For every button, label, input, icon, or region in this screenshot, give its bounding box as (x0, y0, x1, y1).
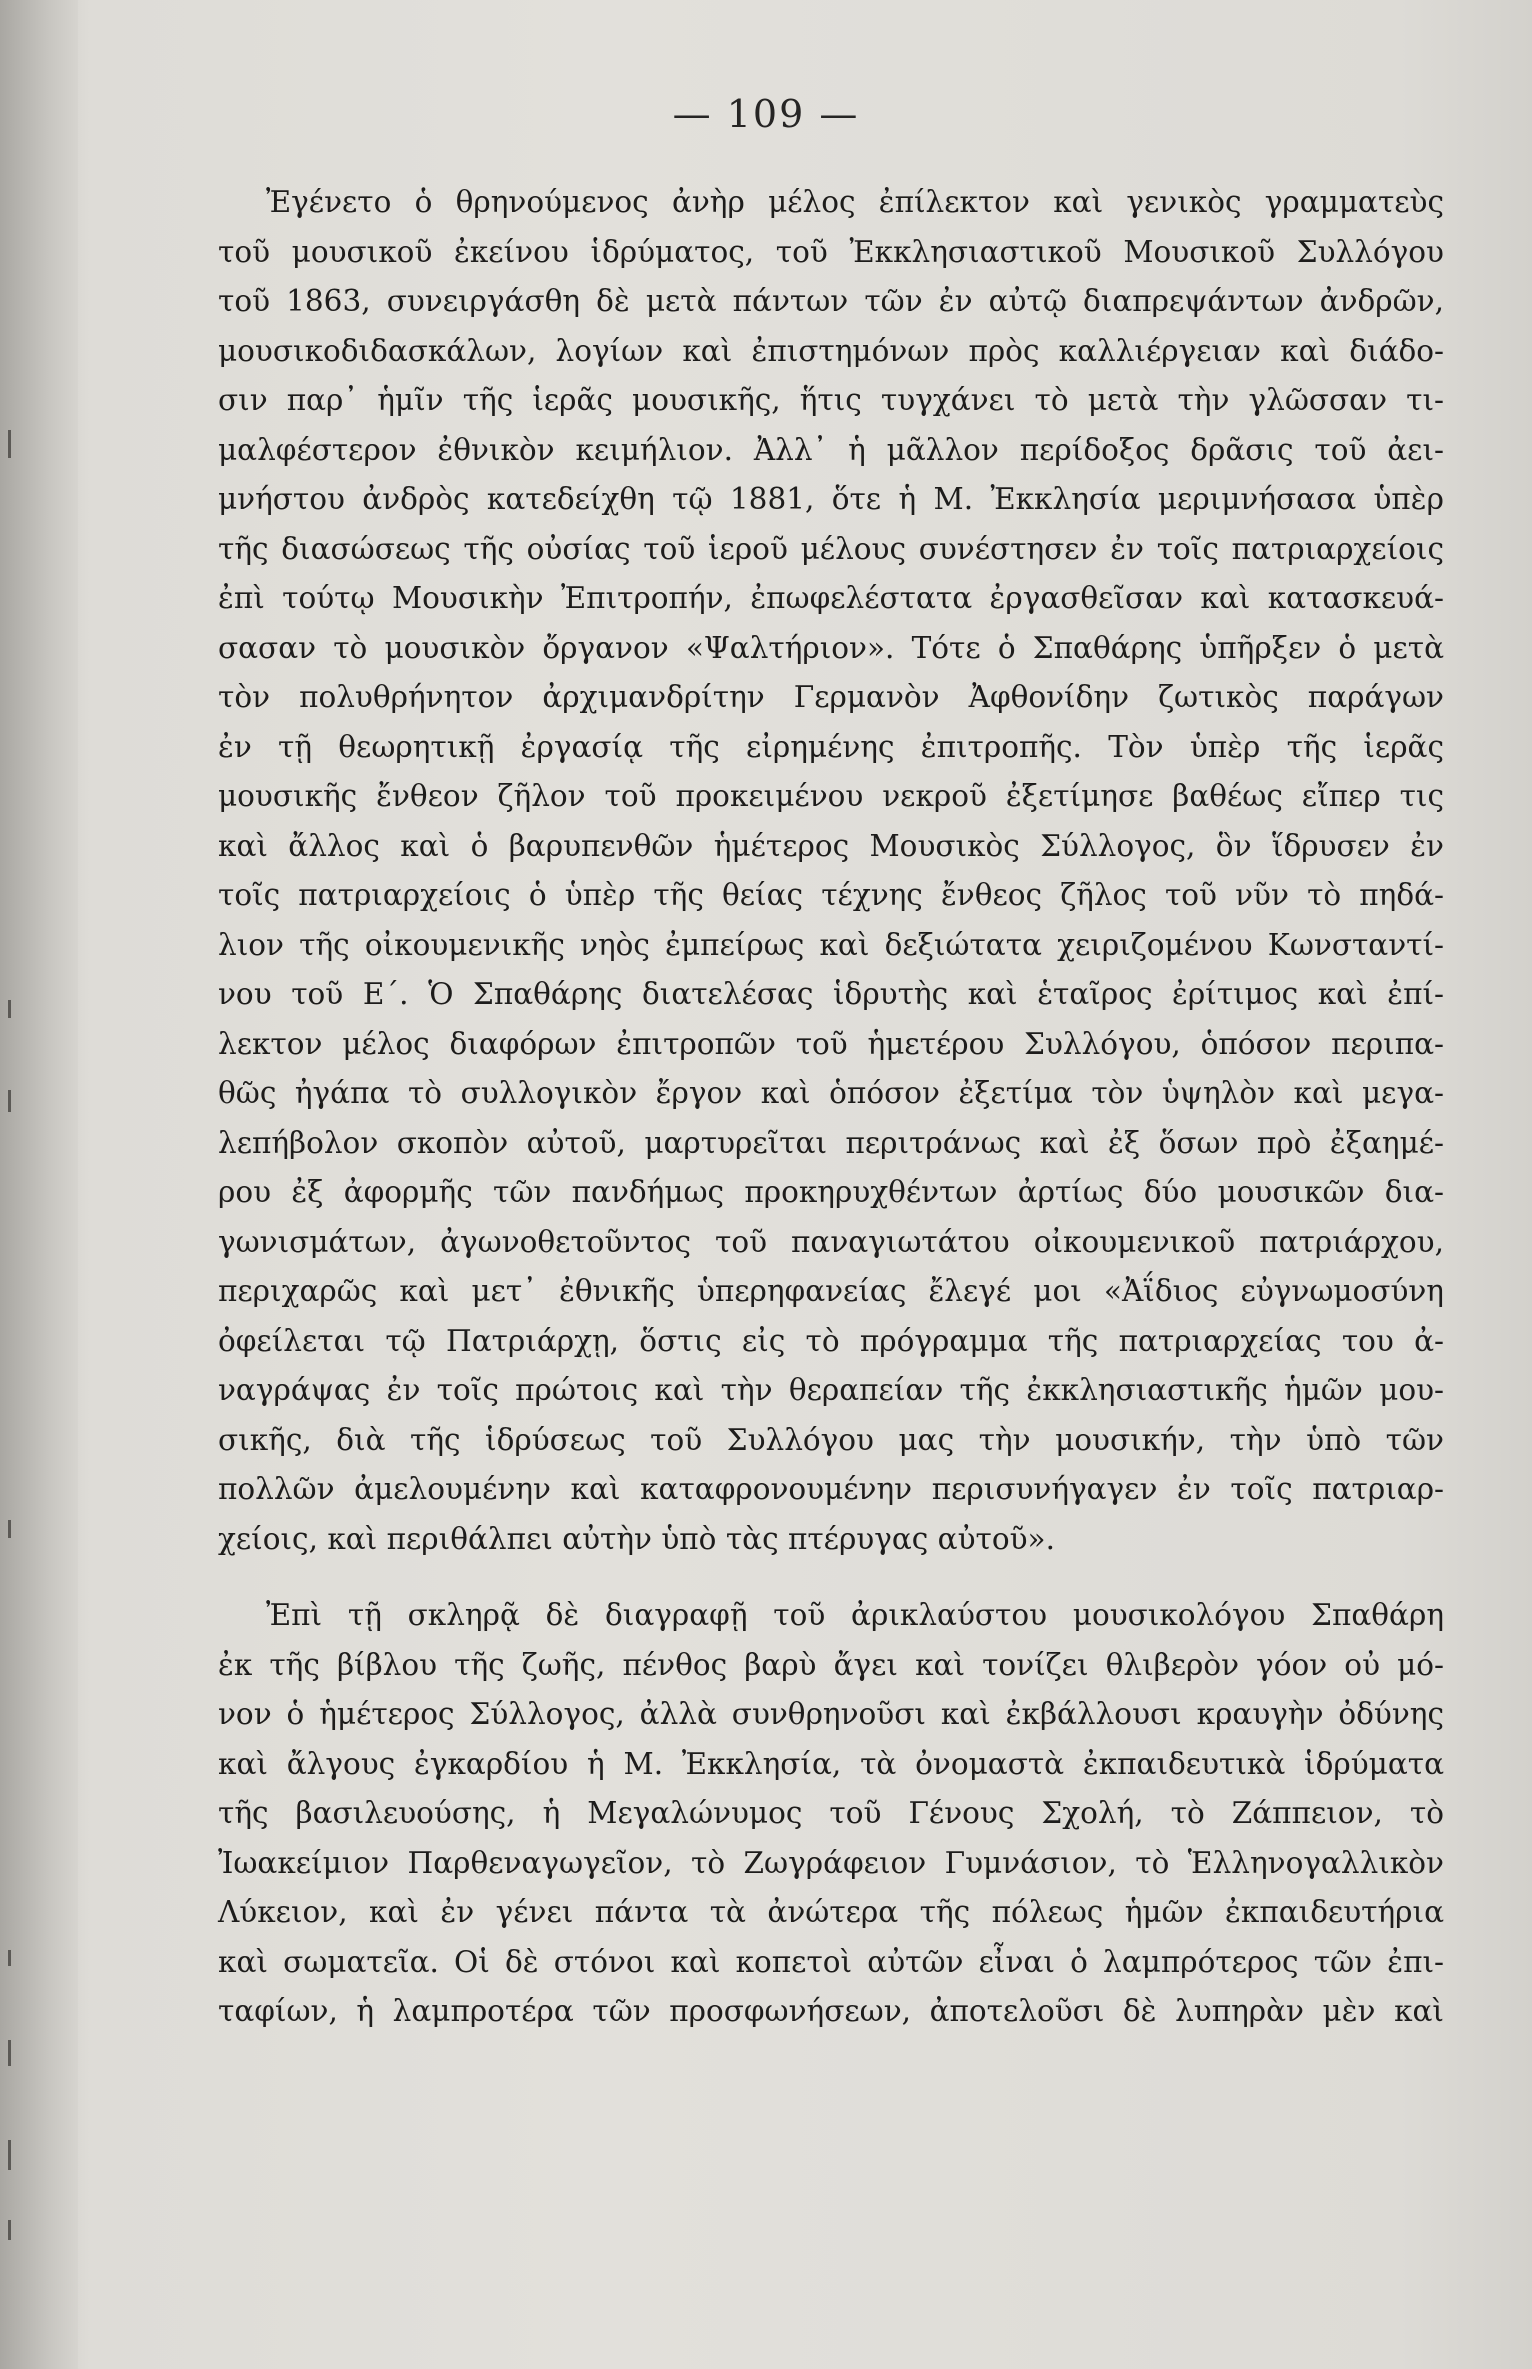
text-line: γωνισμάτων, ἀγωνοθετοῦντος τοῦ παναγιωτάτου οἰκουμενικοῦ πατριάρχου, (218, 1224, 1444, 1259)
binding-edge (0, 0, 78, 2369)
text-line: ρου ἐξ ἀφορμῆς τῶν πανδήμως προκηρυχθέντων ἀρτίως δύο μουσικῶν δια- (218, 1175, 1444, 1209)
text-line: νον ὁ ἡμέτερος Σύλλογος, ἀλλὰ συνθρηνοῦσι καὶ ἐκβάλλουσι κραυγὴν ὀδύνης (218, 1697, 1444, 1731)
text-line: νου τοῦ Ε΄. Ὁ Σπαθάρης διατελέσας ἱδρυτὴς καὶ ἑταῖρος ἐρίτιμος καὶ ἐπί- (218, 977, 1444, 1011)
paragraph (218, 178, 1444, 1564)
text-line: ναγράψας ἐν τοῖς πρώτοις καὶ τὴν θεραπείαν τῆς ἐκκλησιαστικῆς ἡμῶν μου- (218, 1373, 1444, 1407)
text-line: Ἐγένετο ὁ θρηνούμενος ἀνὴρ μέλος ἐπίλεκτον καὶ γενικὸς γραμματεὺς (266, 185, 1444, 219)
text-line: μουσικοδιδασκάλων, λογίων καὶ ἐπιστημόνων πρὸς καλλιέργειαν καὶ διάδο- (218, 333, 1444, 368)
text-line: ἐκ τῆς βίβλου τῆς ζωῆς, πένθος βαρὺ ἄγει καὶ τονίζει θλιβερὸν γόον οὐ μό- (218, 1647, 1444, 1682)
text-line: καὶ ἄλγους ἐγκαρδίου ἡ Μ. Ἐκκλησία, τὰ ὀνομαστὰ ἐκπαιδευτικὰ ἱδρύματα (218, 1746, 1444, 1781)
text-line: σικῆς, διὰ τῆς ἱδρύσεως τοῦ Συλλόγου μας τὴν μουσικήν, τὴν ὑπὸ τῶν (218, 1422, 1444, 1457)
text-line: λιον τῆς οἰκουμενικῆς νηὸς ἐμπείρως καὶ δεξιώτατα χειριζομένου Κωνσταντί- (218, 927, 1444, 962)
text-line: τοῦ 1863, συνειργάσθη δὲ μετὰ πάντων τῶν ἐν αὐτῷ διαπρεψάντων ἀνδρῶν, (218, 284, 1444, 318)
text-line: λεπήβολον σκοπὸν αὐτοῦ, μαρτυρεῖται περιτράνως καὶ ἐξ ὅσων πρὸ ἐξαημέ- (218, 1125, 1444, 1160)
text-line: τῆς βασιλευούσης, ἡ Μεγαλώνυμος τοῦ Γένους Σχολή, τὸ Ζάππειον, τὸ (218, 1796, 1444, 1830)
text-line: Λύκειον, καὶ ἐν γένει πάντα τὰ ἀνώτερα τῆς πόλεως ἡμῶν ἐκπαιδευτήρια (218, 1895, 1444, 1929)
text-line: μουσικῆς ἔνθεον ζῆλον τοῦ προκειμένου νεκροῦ ἐξετίμησε βαθέως εἴπερ τις (218, 779, 1444, 813)
page-number: — 109 — (672, 92, 860, 136)
text-line: Ἐπὶ τῇ σκληρᾷ δὲ διαγραφῇ τοῦ ἀρικλαύστου μουσικολόγου Σπαθάρη (266, 1598, 1444, 1632)
text-line: τὸν πολυθρήνητον ἀρχιμανδρίτην Γερμανὸν Ἀφθονίδην ζωτικὸς παράγων (218, 680, 1444, 714)
paragraph (218, 1591, 1444, 2037)
text-line: περιχαρῶς καὶ μετ᾽ ἐθνικῆς ὑπερηφανείας ἔλεγέ μοι «Ἀΐδιος εὐγνωμοσύνη (218, 1274, 1444, 1308)
text-line: λεκτον μέλος διαφόρων ἐπιτροπῶν τοῦ ἡμετέρου Συλλόγου, ὁπόσον περιπα- (218, 1026, 1444, 1061)
text-line: σασαν τὸ μουσικὸν ὄργανον «Ψαλτήριον». Τότε ὁ Σπαθάρης ὑπῆρξεν ὁ μετὰ (218, 630, 1444, 665)
text-line: καὶ σωματεῖα. Οἱ δὲ στόνοι καὶ κοπετοὶ αὐτῶν εἶναι ὁ λαμπρότερος τῶν ἐπι- (218, 1944, 1444, 1979)
text-line: σιν παρ᾽ ἡμῖν τῆς ἱερᾶς μουσικῆς, ἥτις τυγχάνει τὸ μετὰ τὴν γλῶσσαν τι- (218, 383, 1444, 417)
text-line: μαλφέστερον ἐθνικὸν κειμήλιον. Ἀλλ᾽ ἡ μᾶλλον περίδοξος δρᾶσις τοῦ ἀει- (218, 432, 1444, 467)
text-line: τοῖς πατριαρχείοις ὁ ὑπὲρ τῆς θείας τέχνης ἔνθεος ζῆλος τοῦ νῦν τὸ πηδά- (218, 878, 1444, 912)
text-line: χείοις, καὶ περιθάλπει αὐτὴν ὑπὸ τὰς πτέρυγας αὐτοῦ». (218, 1521, 1055, 1556)
text-line: ταφίων, ἡ λαμπροτέρα τῶν προσφωνήσεων, ἀποτελοῦσι δὲ λυπηρὰν μὲν καὶ (218, 1994, 1444, 2028)
text-line: ἐν τῇ θεωρητικῇ ἐργασίᾳ τῆς εἰρημένης ἐπιτροπῆς. Τὸν ὑπὲρ τῆς ἱερᾶς (218, 729, 1444, 764)
text-line: τῆς διασώσεως τῆς οὐσίας τοῦ ἱεροῦ μέλους συνέστησεν ἐν τοῖς πατριαρχείοις (218, 531, 1444, 566)
text-line: θῶς ἠγάπα τὸ συλλογικὸν ἔργον καὶ ὁπόσον ἐξετίμα τὸν ὑψηλὸν καὶ μεγα- (218, 1076, 1444, 1110)
text-line: μνήστου ἀνδρὸς κατεδείχθη τῷ 1881, ὅτε ἡ Μ. Ἐκκλησία μεριμνήσασα ὑπὲρ (218, 482, 1444, 516)
text-line: ὀφείλεται τῷ Πατριάρχῃ, ὅστις εἰς τὸ πρόγραμμα τῆς πατριαρχείας του ἀ- (218, 1323, 1444, 1358)
text-line: πολλῶν ἀμελουμένην καὶ καταφρονουμένην περισυνήγαγεν ἐν τοῖς πατριαρ- (218, 1472, 1444, 1506)
text-line: τοῦ μουσικοῦ ἐκείνου ἱδρύματος, τοῦ Ἐκκλησιαστικοῦ Μουσικοῦ Συλλόγου (218, 234, 1444, 269)
body-text (218, 178, 1444, 2037)
text-line: καὶ ἄλλος καὶ ὁ βαρυπενθῶν ἡμέτερος Μουσικὸς Σύλλογος, ὃν ἵδρυσεν ἐν (218, 828, 1444, 863)
text-line: ἐπὶ τούτῳ Μουσικὴν Ἐπιτροπήν, ἐπωφελέστατα ἐργασθεῖσαν καὶ κατασκευά- (218, 581, 1444, 615)
text-line: Ἰωακείμιον Παρθεναγωγεῖον, τὸ Ζωγράφειον Γυμνάσιον, τὸ Ἑλληνογαλλικὸν (218, 1845, 1444, 1880)
